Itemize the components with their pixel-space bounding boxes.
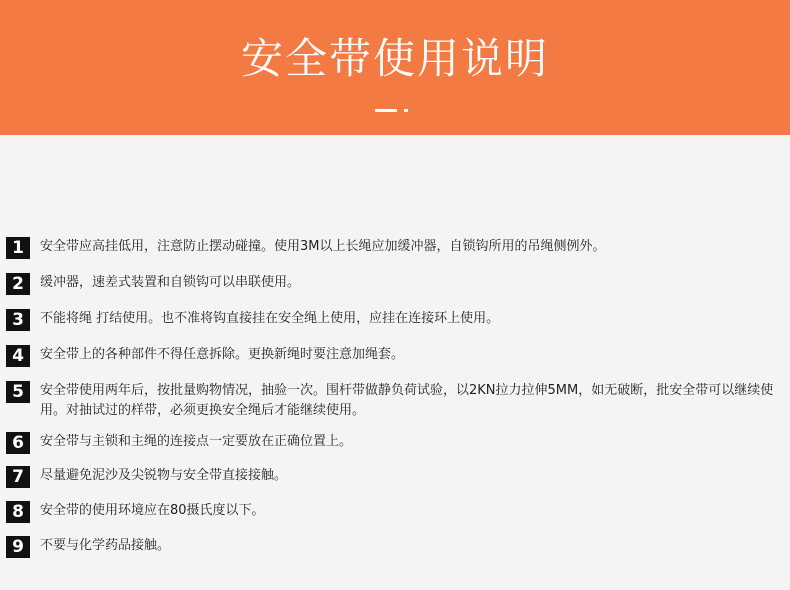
instruction-text: 安全带使用两年后，按批量购物情况，抽验一次。围杆带做静负荷试验，以2KN拉力拉伸5MM，如无破断，批安全带可以继续使用。对抽试过的样带，必须更换安全绳后才能继续使用。 xyxy=(40,383,774,418)
instruction-text: 安全带与主锁和主绳的连接点一定要放在正确位置上。 xyxy=(40,434,353,449)
instruction-text: 不能将绳 打结使用。也不准将钩直接挂在安全绳上使用，应挂在连接环上使用。 xyxy=(40,311,500,326)
instruction-text: 尽量避免泥沙及尖锐物与安全带直接接触。 xyxy=(40,468,288,483)
number-badge: 9 xyxy=(6,536,30,558)
instruction-text: 安全带上的各种部件不得任意拆除。更换新绳时要注意加绳套。 xyxy=(40,347,405,362)
number-badge: 6 xyxy=(6,432,30,454)
number-badge: 8 xyxy=(6,501,30,523)
instruction-text: 缓冲器，速差式装置和自锁钩可以串联使用。 xyxy=(40,275,301,290)
instruction-text: 安全带应高挂低用，注意防止摆动碰撞。使用3M以上长绳应加缓冲器，自锁钩所用的吊绳侧例外。 xyxy=(40,239,606,254)
instruction-text: 安全带的使用环境应在80摄氏度以下。 xyxy=(40,503,265,518)
number-badge: 5 xyxy=(6,381,30,403)
instruction-text: 不要与化学药品接触。 xyxy=(40,538,171,553)
number-badge: 7 xyxy=(6,466,30,488)
number-badge: 1 xyxy=(6,237,30,259)
number-badge: 3 xyxy=(6,309,30,331)
number-badge: 4 xyxy=(6,345,30,367)
page-title: 安全带使用说明 xyxy=(240,34,549,83)
number-badge: 2 xyxy=(6,273,30,295)
